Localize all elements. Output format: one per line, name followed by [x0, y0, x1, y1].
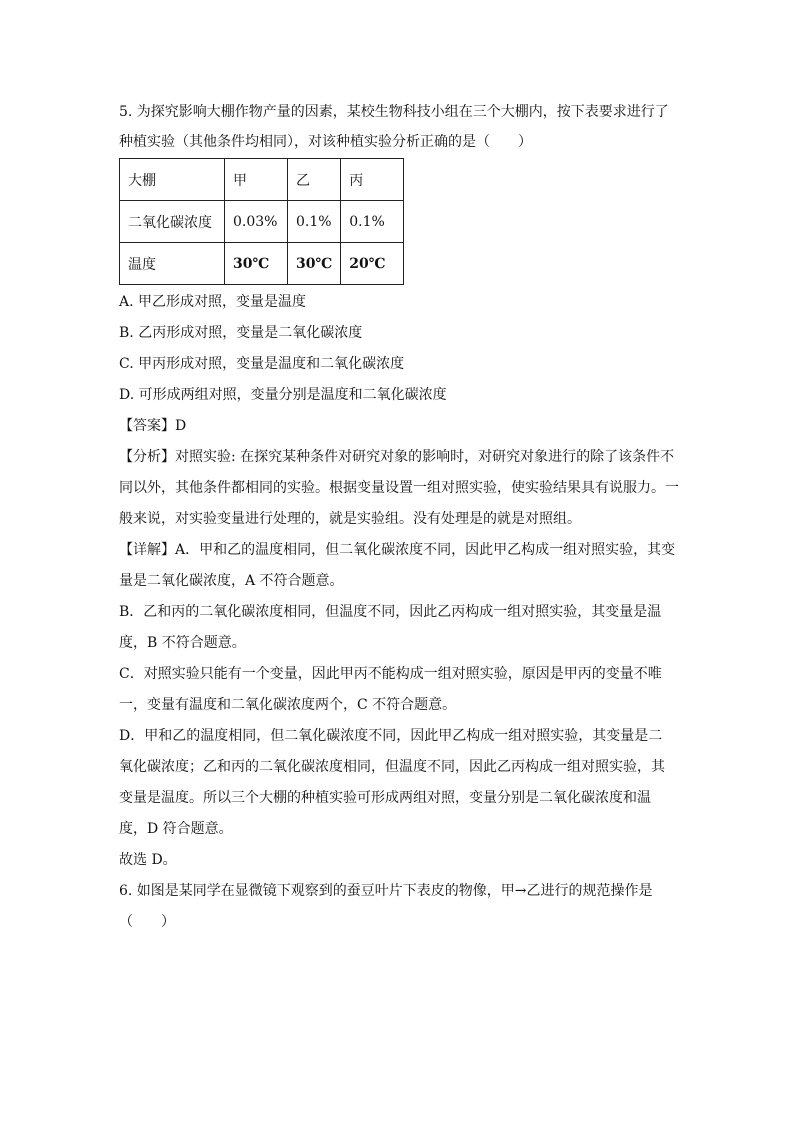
- q5-analysis-line: 【分析】对照实验: 在探究某种条件对研究对象的影响时，对研究对象进行的除了该条件不: [119, 449, 675, 465]
- q5-detail-line: 一，变量有温度和二氧化碳浓度两个，C 不符合题意。: [119, 697, 457, 713]
- q5-detail-line: 变量是温度。所以三个大棚的种植实验可形成两组对照，变量分别是二氧化碳浓度和温: [119, 790, 651, 806]
- q5-detail-line: 度，B 不符合题意。: [119, 635, 246, 651]
- q5-analysis-line: 同以外，其他条件都相同的实验。根据变量设置一组对照实验，使实验结果具有说服力。一: [119, 480, 679, 496]
- q5-detail-line: 量是二氧化碳浓度，A 不符合题意。: [119, 573, 344, 589]
- q5-analysis-line: 般来说，对实验变量进行处理的，就是实验组。没有处理是的就是对照组。: [119, 511, 581, 527]
- q6-stem-line2: （ ）: [119, 914, 175, 930]
- table-header-cell: 丙: [341, 159, 404, 201]
- table-cell: 30℃: [288, 243, 341, 285]
- q5-answer: 【答案】D: [119, 418, 187, 434]
- q5-conclusion: 故选 D。: [119, 852, 177, 868]
- q5-stem-line2: 种植实验（其他条件均相同），对该种植实验分析正确的是（ ）: [119, 134, 532, 150]
- q5-detail-line: B．乙和丙的二氧化碳浓度相同，但温度不同，因此乙丙构成一组对照实验，其变量是温: [119, 604, 662, 620]
- table-cell: 0.1%: [288, 201, 341, 243]
- q5-option-d: D. 可形成两组对照，变量分别是温度和二氧化碳浓度: [119, 387, 447, 403]
- table-row: [120, 243, 404, 285]
- q5-detail-line: 度，D 符合题意。: [119, 821, 233, 837]
- table-row: [120, 159, 404, 201]
- table-cell: 二氧化碳浓度: [120, 201, 225, 243]
- q5-option-b: B. 乙丙形成对照，变量是二氧化碳浓度: [119, 325, 363, 341]
- q5-detail-line: 氧化碳浓度；乙和丙的二氧化碳浓度相同，但温度不同，因此乙丙构成一组对照实验，其: [119, 759, 665, 775]
- q5-stem-line1: 5. 为探究影响大棚作物产量的因素，某校生物科技小组在三个大棚内，按下表要求进行了: [119, 104, 669, 120]
- table-cell: 0.1%: [341, 201, 404, 243]
- table-header-cell: 大棚: [120, 159, 225, 201]
- table-cell: 0.03%: [225, 201, 288, 243]
- q5-detail-line: 【详解】A．甲和乙的温度相同，但二氧化碳浓度不同，因此甲乙构成一组对照实验，其变: [119, 542, 676, 558]
- q5-option-a: A. 甲乙形成对照，变量是温度: [119, 294, 307, 310]
- table-cell: 30℃: [225, 243, 288, 285]
- q6-stem-line1: 6. 如图是某同学在显微镜下观察到的蚕豆叶片下表皮的物像，甲→乙进行的规范操作是: [119, 883, 653, 899]
- table-header-cell: 甲: [225, 159, 288, 201]
- q5-detail-line: C．对照实验只能有一个变量，因此甲丙不能构成一组对照实验，原因是甲丙的变量不唯: [119, 666, 662, 682]
- table-row: [120, 201, 404, 243]
- table-cell: 20℃: [341, 243, 404, 285]
- q5-detail-line: D．甲和乙的温度相同，但二氧化碳浓度不同，因此甲乙构成一组对照实验，其变量是二: [119, 728, 663, 744]
- experiment-table: [119, 158, 404, 285]
- table-cell: 温度: [120, 243, 225, 285]
- q5-option-c: C. 甲丙形成对照，变量是温度和二氧化碳浓度: [119, 356, 405, 372]
- table-header-cell: 乙: [288, 159, 341, 201]
